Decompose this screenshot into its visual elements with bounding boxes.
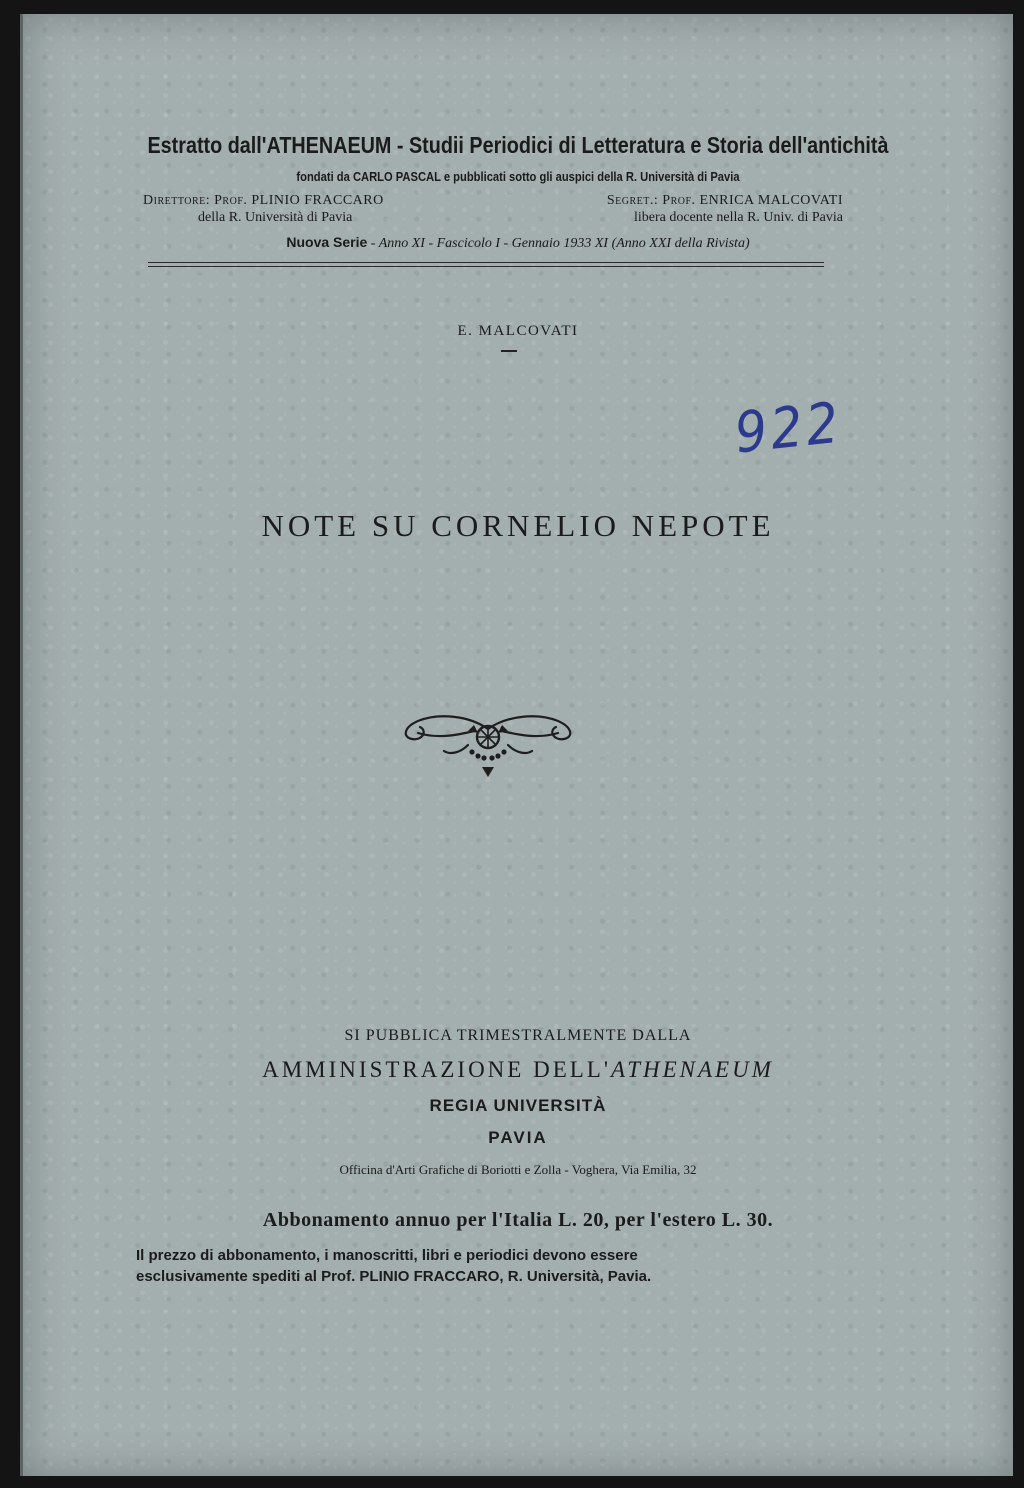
series-label: Nuova Serie [286, 234, 368, 250]
author-name: E. MALCOVATI [457, 323, 579, 339]
main-title: NOTE SU CORNELIO NEPOTE [261, 508, 775, 543]
director-block [143, 192, 503, 226]
administration-prefix: AMMINISTRAZIONE DELL' [262, 1057, 611, 1082]
header-rule-top [148, 262, 824, 263]
header-subtitle: fondati da CARLO PASCAL e pubblicati sotto gli auspici della R. Università di Pavia [296, 169, 740, 184]
director-affiliation: della R. Università di Pavia [198, 210, 353, 225]
administration-line [23, 1057, 1013, 1083]
printer-line: Officina d'Arti Grafiche di Boriotti e Zolla - Voghera, Via Emilia, 32 [339, 1162, 697, 1177]
administration-journal-name: ATHENAEUM [611, 1057, 774, 1082]
city-line: PAVIA [488, 1128, 548, 1147]
header-rule-bottom [148, 266, 824, 267]
secretary-affiliation: libera docente nella R. Univ. di Pavia [633, 210, 843, 225]
subscription-price-line: Abbonamento annuo per l'Italia L. 20, per l'estero L. 30. [262, 1209, 774, 1231]
series-line [23, 234, 1013, 252]
series-detail: - Anno XI - Fascicolo I - Gennaio 1933 XI (Anno XXI della Rivista) [370, 236, 750, 251]
director-label: Direttore: Prof. PLINIO FRACCARO [143, 193, 384, 208]
secretary-label: Segret.: Prof. ENRICA MALCOVATI [606, 193, 843, 208]
subscription-note-line-1: Il prezzo di abbonamento, i manoscritti, libri e periodici devono essere [136, 1247, 638, 1264]
subscription-note-line-2: esclusivamente spediti al Prof. PLINIO FRACCARO, R. Università, Pavia. [136, 1268, 652, 1285]
publish-frequency-line: SI PUBBLICA TRIMESTRALMENTE DALLA [344, 1027, 692, 1044]
booklet-cover [20, 14, 1013, 1476]
secretary-block [553, 192, 843, 226]
handwritten-shelf-number: 922 [731, 390, 846, 467]
author-dash [501, 350, 517, 352]
ornament-icon [398, 711, 578, 791]
header-title: Estratto dall'ATHENAEUM - Studii Periodici di Letteratura e Storia dell'antichità [147, 132, 889, 158]
university-line: REGIA UNIVERSITÀ [429, 1096, 607, 1115]
